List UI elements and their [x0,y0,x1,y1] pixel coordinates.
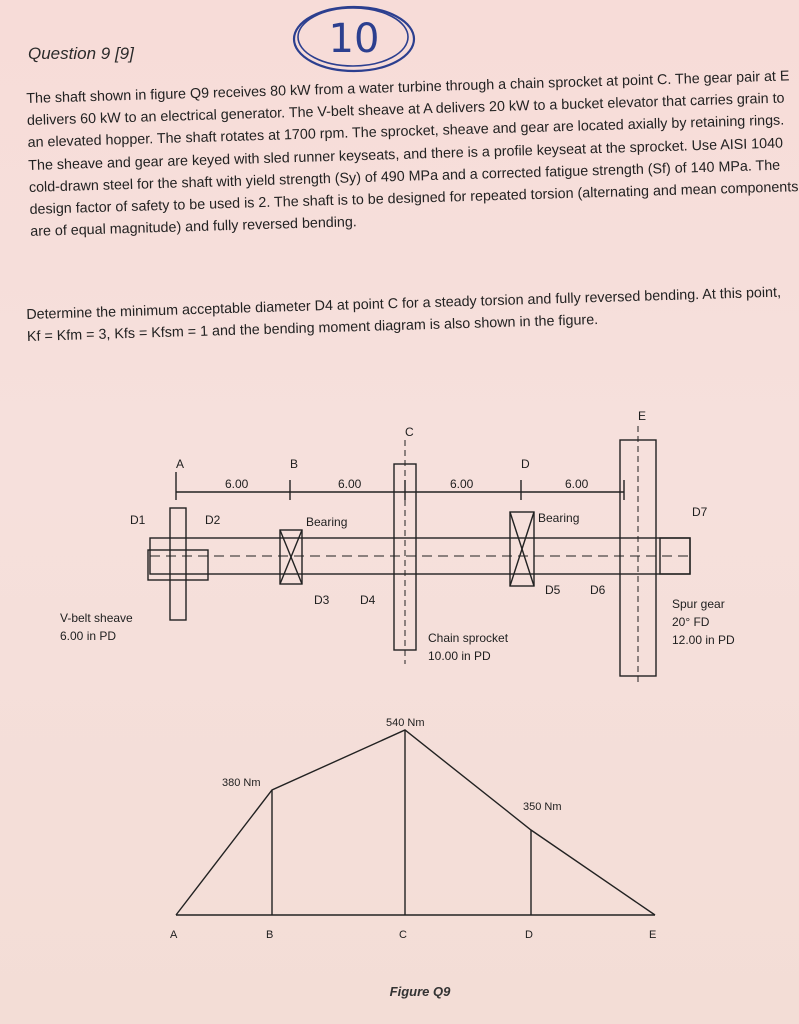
axis-e-label: E [649,929,657,941]
score-mark [290,2,418,74]
spacing-de: 6.00 [565,477,589,491]
figure-q9 [0,400,799,1024]
moment-labels [170,717,656,941]
bearing-label-left: Bearing [306,515,348,529]
moment-c-label: 540 Nm [386,717,425,729]
sheave-spec: 6.00 in PD [60,629,117,643]
axis-c-label: C [399,929,407,941]
axis-a-label: A [170,929,178,941]
diameter-d6: D6 [590,583,606,597]
sheave-label: V-belt sheave [60,611,133,625]
label-b: B [290,457,299,471]
diameter-d7: D7 [692,505,708,519]
gear-spec-1: 20° FD [672,615,710,629]
problem-task [26,281,797,348]
question-title: Question 9 [9] [28,44,134,63]
spacing-cd: 6.00 [450,477,474,491]
sheave-hub [148,550,208,580]
sprocket-spec: 10.00 in PD [428,649,491,663]
moment-diagram-outline [176,730,655,915]
v-belt-sheave-shape [170,508,186,620]
figure-svg [0,400,799,1024]
label-a: A [176,457,185,471]
diameter-d3: D3 [314,593,330,607]
score-mark-text: 10 [328,16,380,62]
shaft-labels [60,409,735,663]
figure-caption: Figure Q9 [389,984,451,999]
diameter-d2: D2 [205,513,221,527]
problem-paragraph-2: Determine the minimum acceptable diameter D4 at point C for a steady torsion and fully reversed bending. At this point, Kf = Kfm = 3, Kfs = Kfsm = 1 and the bending moment diagram is also shown in the figure. [26,284,782,346]
diameter-d1: D1 [130,513,146,527]
diameter-d5: D5 [545,583,561,597]
problem-paragraph-1: The shaft shown in figure Q9 receives 80 kW from a water turbine through a chain sprocket at point C. The gear pair at E delivers 60 kW to an electrical generator. The V-belt sheave at A delivers 20 kW to a bucket elevator that carries grain to an elevated hopper. The shaft rotates at 1700 rpm. The sprocket, sheave and gear are located axially by retaining rings. The sheave and gear are keyed with sled runner keyseats, and there is a profile keyseat at the sprocket. Use AISI 1040 cold-drawn steel for the shaft with yield strength (Sy) of 490 MPa and a corrected fatigue strength (Sf) of 140 MPa. The design factor of safety to be used is 2. The shaft is to be designed for repeated torsion (alternating and mean components are of equal magnitude) and fully reversed bending. [26,68,799,241]
diameter-d4: D4 [360,593,376,607]
gear-spec-2: 12.00 in PD [672,633,735,647]
bearing-label-right: Bearing [538,511,580,525]
sprocket-label: Chain sprocket [428,631,509,645]
moment-d-label: 350 Nm [523,801,562,813]
label-d: D [521,457,530,471]
gear-label: Spur gear [672,597,725,611]
label-c: C [405,425,414,439]
axis-b-label: B [266,929,274,941]
label-e: E [638,409,647,423]
spacing-bc: 6.00 [338,477,362,491]
axis-d-label: D [525,929,533,941]
problem-statement [26,65,799,243]
moment-b-label: 380 Nm [222,777,261,789]
spacing-ab: 6.00 [225,477,249,491]
shaft-drawing [148,426,690,915]
